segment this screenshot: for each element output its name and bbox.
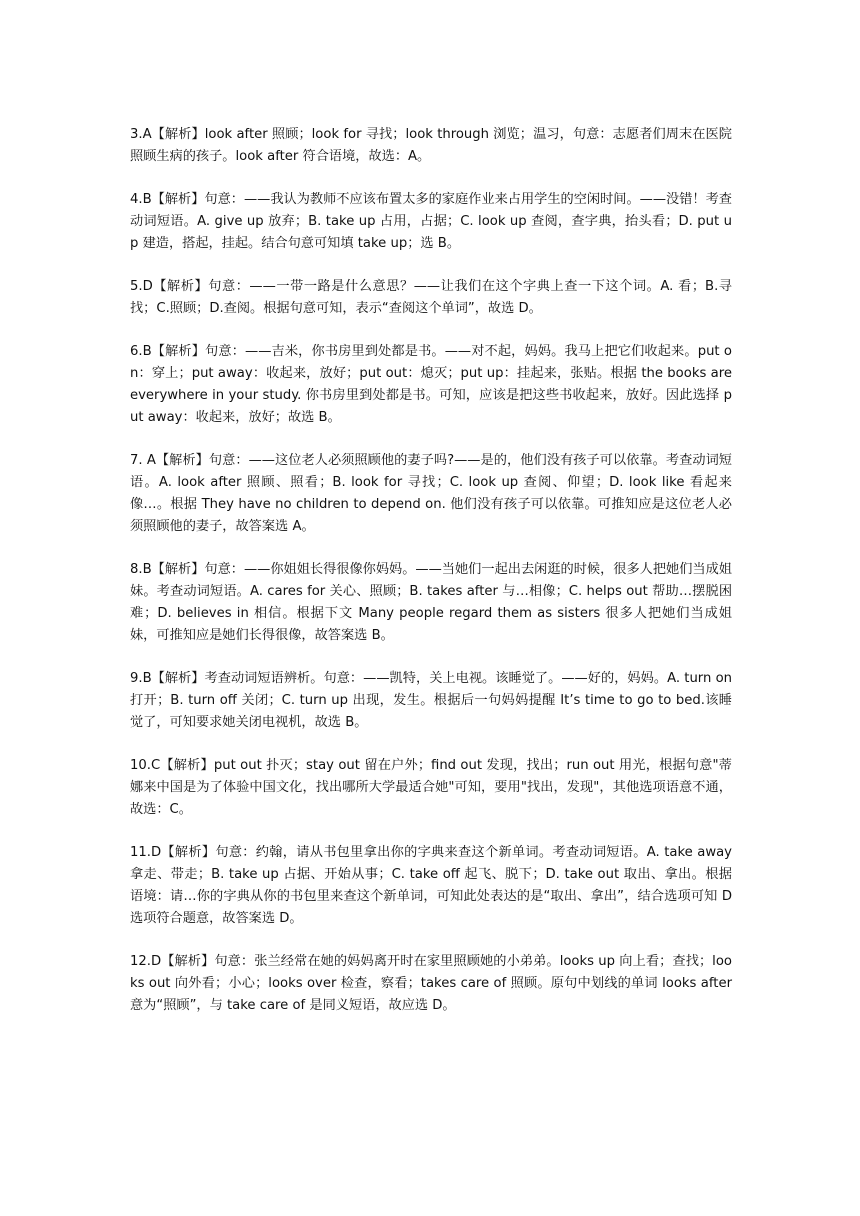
answer-8: 8.B【解析】句意：——你姐姐长得很像你妈妈。——当她们一起出去闲逛的时候，很多人把她们当成姐妹。考查动词短语。A. cares for 关心、照顾；B. takes after 与…相像；C. helps out 帮助…摆脱困难；D. believes in 相信。根据下文 Many people regard them as sisters 很多人把她们当成姐妹，可推知应是她们长得很像，故答案选 B。 <box>130 562 732 643</box>
answer-7: 7. A【解析】句意：——这位老人必须照顾他的妻子吗?——是的，他们没有孩子可以依靠。考查动词短语。A. look after 照顾、照看；B. look for 寻找；C. look up 查阅、仰望；D. look like 看起来像…。根据 They have no children to depend on. 他们没有孩子可以依靠。可推知应是这位老人必须照顾他的妻子，故答案选 A。 <box>130 453 732 534</box>
answer-11: 11.D【解析】句意：约翰，请从书包里拿出你的字典来查这个新单词。考查动词短语。A. take away 拿走、带走；B. take up 占据、开始从事；C. take off 起飞、脱下；D. take out 取出、拿出。根据语境：请…你的字典从你的书包里来查这个新单词，可知此处表达的是“取出、拿出”，结合选项可知 D 选项符合题意，故答案选 D。 <box>130 845 732 926</box>
answer-5: 5.D【解析】句意：——一带一路是什么意思？——让我们在这个字典上查一下这个词。A. 看；B.寻找；C.照顾；D.查阅。根据句意可知，表示“查阅这个单词”，故选 D。 <box>130 279 732 316</box>
answer-4: 4.B【解析】句意：——我认为教师不应该布置太多的家庭作业来占用学生的空闲时间。——没错！考查动词短语。A. give up 放弃；B. take up 占用，占据；C. look up 查阅，查字典，抬头看；D. put up 建造，搭起，挂起。结合句意可知填 take up；选 B。 <box>130 192 732 251</box>
answer-6: 6.B【解析】句意：——吉米，你书房里到处都是书。——对不起，妈妈。我马上把它们收起来。put on：穿上；put away：收起来，放好；put out：熄灭；put up：挂起来，张贴。根据 the books are everywhere in your study. 你书房里到处都是书。可知，应该是把这些书收起来，放好。因此选择 put away：收起来，放好；故选 B。 <box>130 344 732 425</box>
answer-9: 9.B【解析】考查动词短语辨析。句意：——凯特，关上电视。该睡觉了。——好的，妈妈。A. turn on 打开；B. turn off 关闭；C. turn up 出现，发生。根据后一句妈妈提醒 It’s time to go to bed.该睡觉了，可知要求她关闭电视机，故选 B。 <box>130 671 732 730</box>
answer-12: 12.D【解析】句意：张兰经常在她的妈妈离开时在家里照顾她的小弟弟。looks up 向上看；查找；looks out 向外看；小心；looks over 检查，察看；takes care of 照顾。原句中划线的单词 looks after 意为“照顾”，与 take care of 是同义短语，故应选 D。 <box>130 954 732 1013</box>
answer-3: 3.A【解析】look after 照顾；look for 寻找；look through 浏览；温习，句意：志愿者们周末在医院照顾生病的孩子。look after 符合语境，故选：A。 <box>130 127 732 164</box>
answer-10: 10.C【解析】put out 扑灭；stay out 留在户外；find out 发现，找出；run out 用光，根据句意"蒂娜来中国是为了体验中国文化，找出哪所大学最适合她"可知，要用"找出，发现"，其他选项语意不通，故选：C。 <box>130 758 732 817</box>
